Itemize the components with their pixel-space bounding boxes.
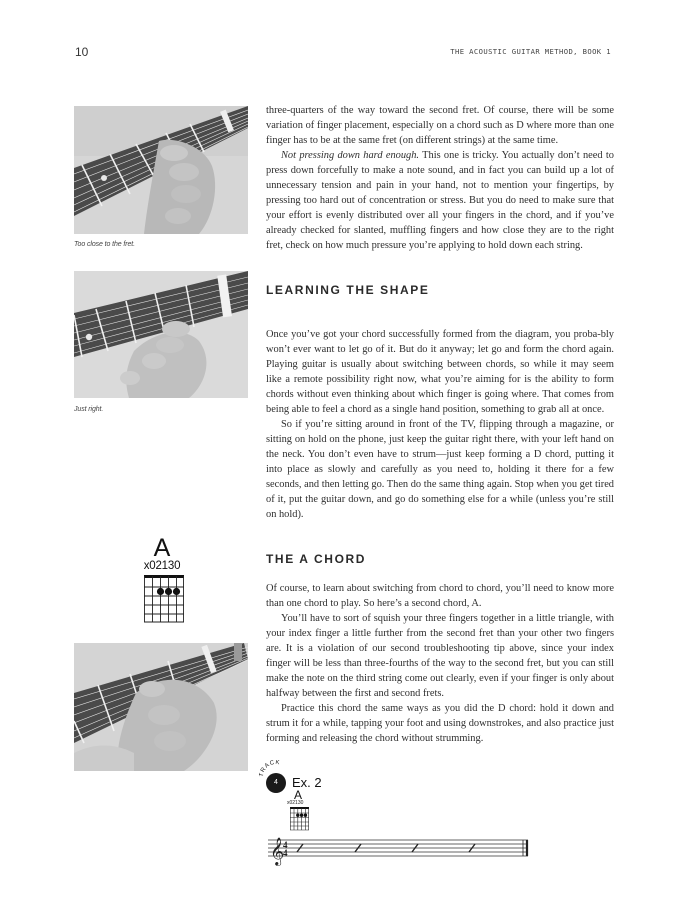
page-number: 10 [75,45,89,59]
section-heading-the-a-chord: THE A CHORD [266,552,367,566]
chord-grid-icon [141,574,187,624]
chord-name: A [153,534,171,562]
music-staff [268,832,530,870]
paragraph: Of course, to learn about switching from chord to chord, you’ll need to know more than one chord to play. So here’s a second chord, A. [266,583,614,609]
caption-too-close: Too close to the fret. [74,241,135,248]
svg-text:4: 4 [283,848,288,858]
paragraph-body: This one is tricky. You actually don’t need to press down forcefully to make a note sound, and in fact you can build up a lot of unnecessary tension and pain in your hand, not to mention your fingertips, by pressing too hard out of concentration or stress. But you do need to make sure that your effort is evenly distributed over all your fingers in the chord, and if you’ve already checked for slanted, muffling fingers and how close they are to the right fret, check on how much pressure you’re applying to hold down each string. [266,150,614,251]
example-2-block [259,760,329,840]
italic-lead: Not pressing down hard enough. [281,150,420,161]
guitar-fretting-hand-photo-icon [74,106,248,234]
svg-text:TRACK: TRACK [259,760,281,778]
caption-just-right: Just right. [74,406,104,413]
small-chord-grid-icon [289,807,311,831]
time-signature-icon [283,840,288,858]
svg-text:4: 4 [283,840,288,850]
section-heading-learning-the-shape: LEARNING THE SHAPE [266,283,430,297]
photo-just-right [74,271,248,398]
paragraph: You’ll have to sort of squish your three fingers together in a little triangle, with your index finger a little further from the second fret than your other two fingers are. It is a violation of our second troubleshooting tip above, since your index finger will be less than three-fourths of the way to the second fret, but you can still make the note on the third string come out clearly, even if your finger is only about halfway between the first and second frets. [266,613,614,699]
small-chord-fingering: x02130 [287,800,304,806]
chord-diagram-a [138,536,198,624]
photo-a-chord [74,643,248,771]
section-learning-the-shape-text [266,327,614,522]
paragraph: Once you’ve got your chord successfully formed from the diagram, you proba-bly won’t ever want to let go of it. But do it anyway; let go and form the chord again. Playing guitar is usually about switching between chords, so while it may seem like a remote possibility right now, what you’re aiming for is the ability to form chords without even thinking about which finger is going where. That comes from being able to feel a chord as a single hand position, something to grab all at once. [266,329,614,415]
chord-fingering: x02130 [143,560,181,572]
guitar-fretting-hand-photo-icon [74,271,248,398]
paragraph [266,148,614,253]
small-chord-name: A [294,788,303,802]
photo-too-close-to-fret [74,106,248,234]
paragraph: three-quarters of the way toward the second fret. Of course, there will be some variation of finger placement, especially on a chord such as D where more than one finger has to be at the same fret (on different strings) at the same time. [266,105,614,146]
svg-text:𝄞: 𝄞 [270,837,285,865]
intro-text [266,103,614,253]
running-head: THE ACOUSTIC GUITAR METHOD, BOOK 1 [450,47,611,56]
paragraph: Practice this chord the same ways as you did the D chord: hold it down and strum it for a while, tapping your foot and using downstrokes, and also practice just forming and releasing the chord without strumming. [266,703,614,744]
paragraph: So if you’re sitting around in front of the TV, flipping through a magazine, or sitting on hold on the phone, just keep the guitar right there, with your left hand on the neck. You don’t even have to strum—just keep forming a D chord, putting it into place as slowly and carefully as you need to, holding it there for a few seconds, and then letting go. Then do the same thing again. Stop when you get tired of it, put the guitar down, and go do something else for a while (unless you’re still on hold). [266,419,614,520]
track-number-badge: 4 [266,773,286,793]
example-label: Ex. 2 [292,775,322,790]
guitar-fretting-hand-photo-icon [74,643,248,771]
section-the-a-chord-text [266,581,614,746]
